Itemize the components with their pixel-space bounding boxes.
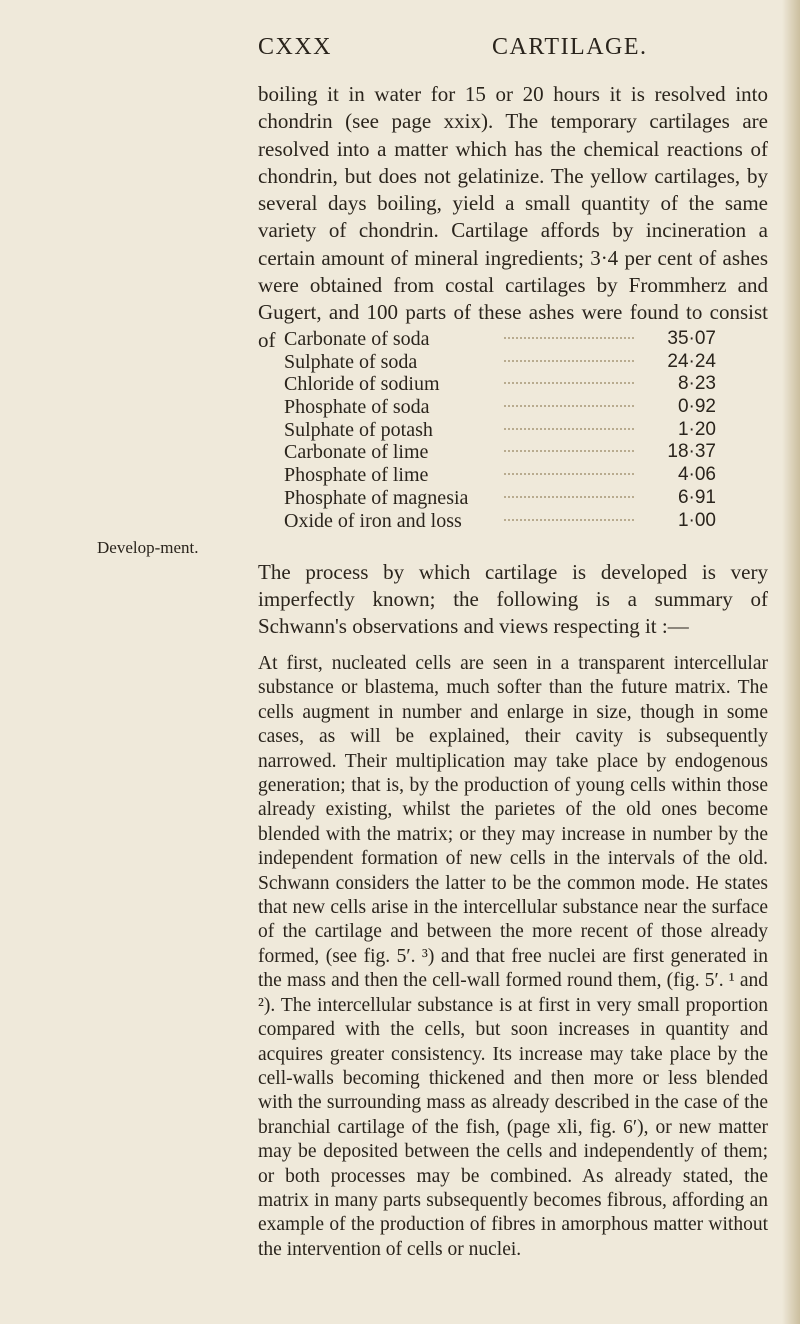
intro-paragraph xyxy=(258,81,768,354)
schwann-summary-text: At first, nucleated cells are seen in a transparent intercellular substance or blastema, much softer than the future matrix. The cells augment in number and enlarge in size, though in some cases, as will be explained, their cavity is subsequently narrowed. Their multiplication may take place by endogenous generation; that is, by the production of young cells within those already existing, whilst the parietes of the old ones become blended with the matrix; or they may increase in number by the independent formation of new cells in the intervals of the old. Schwann considers the latter to be the common mode. He states that new cells arise in the intercellular substance near the surface of the cartilage and between the more recent of those already formed, (see fig. 5′. ³) and that free nuclei are first generated in the mass and then the cell-wall formed round them, (fig. 5′. ¹ and ²). The intercellular substance is at first in very small proportion compared with the cells, but soon increases in quantity and acquires greater consistency. Its increase may take place by the cell-walls becoming thickened and then more or less blended with the surrounding mass as already described in the case of the branchial cartilage of the fish, (page xli, fig. 6′), or new matter may be deposited between the cells and independently of them; or both processes may be combined. As already stated, the matrix in many parts subsequently becomes fibrous, affording an example of the production of fibres in amorphous matter without the intervention of cells or nuclei. xyxy=(258,653,768,1260)
ash-row xyxy=(284,487,716,510)
ash-ingredient-value: 6·91 xyxy=(677,486,716,508)
development-intro-paragraph xyxy=(258,538,768,661)
ash-ingredient-name: Carbonate of lime xyxy=(284,441,429,464)
ash-ingredient-name: Carbonate of soda xyxy=(284,328,430,350)
dot-leader xyxy=(504,405,634,407)
ash-ingredient-value: 1·00 xyxy=(677,509,716,531)
ash-ingredient-value: 35·07 xyxy=(667,328,716,349)
development-intro-text: The process by which cartilage is developed is very imperfectly known; the following is a summary of Schwann's observations and views respecting it :— xyxy=(258,560,768,638)
schwann-summary-paragraph xyxy=(258,652,768,1262)
dot-leader xyxy=(504,496,634,498)
page-edge-shadow xyxy=(782,0,800,1324)
ash-ingredient-name: Sulphate of potash xyxy=(284,418,433,441)
ash-row xyxy=(284,419,716,442)
running-title: CARTILAGE. xyxy=(492,34,648,60)
ash-row xyxy=(284,396,716,419)
ash-ingredient-name: Oxide of iron and loss xyxy=(284,509,462,532)
ash-row xyxy=(284,373,716,396)
dot-leader xyxy=(504,519,634,521)
ash-ingredient-name: Phosphate of magnesia xyxy=(284,486,469,509)
ash-ingredient-value: 4·06 xyxy=(677,464,716,486)
ash-ingredient-value: 24·24 xyxy=(667,350,716,372)
ash-row xyxy=(284,441,716,464)
ash-row xyxy=(284,510,716,533)
margin-note-development: Develop-ment. xyxy=(97,538,199,557)
intro-paragraph-text: boiling it in water for 15 or 20 hours it is resolved into chondrin (see page xxix). The temporary cartilages are resolved into a matter which has the chemical reactions of chondrin, but does not gelatinize. The yellow cartilages, by several days boiling, yield a small quantity of the same variety of chondrin. Cartilage affords by incineration a certain amount of mineral ingredients; 3·4 per cent of ashes were obtained from costal cartilages by Frommherz and Gugert, and 100 parts of these ashes were found to consist of xyxy=(258,82,768,352)
dot-leader xyxy=(504,428,634,430)
dot-leader xyxy=(504,473,634,475)
ash-ingredient-value: 1·20 xyxy=(677,418,716,440)
ash-row xyxy=(284,328,716,351)
page-number: CXXX xyxy=(258,34,333,60)
dot-leader xyxy=(504,360,634,362)
ash-composition-table xyxy=(284,328,716,532)
ash-ingredient-value: 18·37 xyxy=(667,441,716,463)
ash-ingredient-name: Chloride of sodium xyxy=(284,373,440,396)
dot-leader xyxy=(504,382,634,384)
ash-ingredient-name: Phosphate of lime xyxy=(284,464,429,487)
ash-ingredient-value: 8·23 xyxy=(677,373,716,395)
ash-row xyxy=(284,351,716,374)
ash-ingredient-name: Sulphate of soda xyxy=(284,350,418,373)
dot-leader xyxy=(504,450,634,452)
ash-ingredient-name: Phosphate of soda xyxy=(284,396,430,419)
page-header xyxy=(258,34,768,74)
ash-ingredient-value: 0·92 xyxy=(677,396,716,418)
ash-row xyxy=(284,464,716,487)
dot-leader xyxy=(504,337,634,339)
